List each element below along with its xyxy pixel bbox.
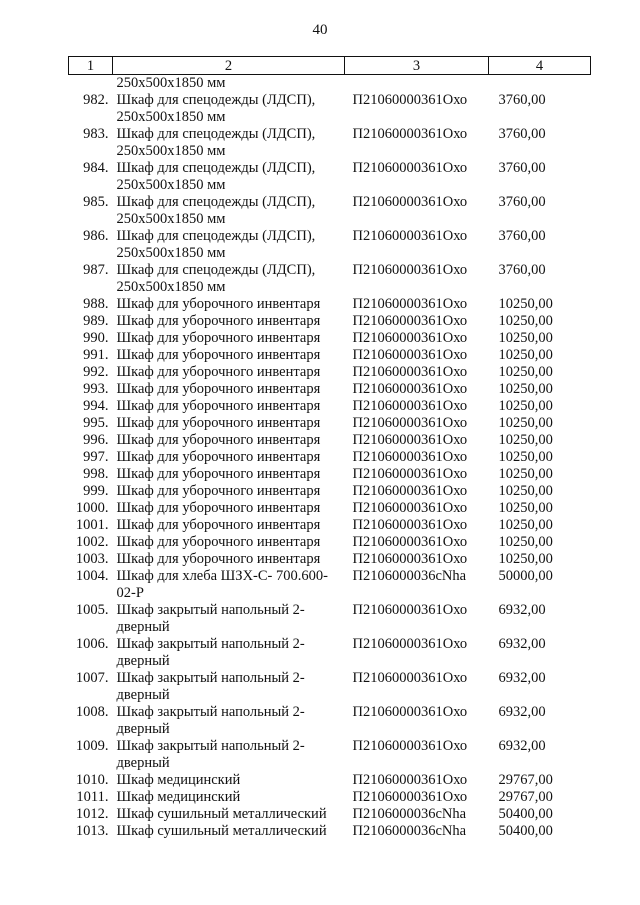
item-code: П2106000036сNha — [352, 568, 467, 584]
row-number: 1007. — [75, 670, 109, 686]
table-body — [69, 75, 591, 841]
table-row — [69, 262, 591, 296]
row-number: 1008. — [75, 704, 109, 720]
item-code: П21060000361Охо — [352, 398, 468, 414]
item-code: П21060000361Охо — [352, 381, 468, 397]
table-row — [69, 347, 591, 364]
item-name: Шкаф для уборочного инвентаря — [116, 517, 321, 533]
item-name: Шкаф для уборочного инвентаря — [116, 381, 321, 397]
item-price: 3760,00 — [498, 92, 546, 108]
table-header — [69, 57, 591, 75]
table-row — [69, 483, 591, 500]
item-price: 10250,00 — [498, 347, 553, 363]
item-price: 10250,00 — [498, 517, 553, 533]
item-name: Шкаф для уборочного инвентаря — [116, 364, 321, 380]
item-price: 10250,00 — [498, 551, 553, 567]
item-name: Шкаф для уборочного инвентаря — [116, 534, 321, 550]
table-row — [69, 160, 591, 194]
table-row — [69, 568, 591, 602]
item-code: П21060000361Охо — [352, 517, 468, 533]
item-code: П21060000361Охо — [352, 466, 468, 482]
item-price: 3760,00 — [498, 228, 546, 244]
row-number: 996. — [83, 432, 109, 448]
item-name: Шкаф для уборочного инвентаря — [116, 551, 321, 567]
item-name: Шкаф для уборочного инвентаря — [116, 330, 321, 346]
item-code: П21060000361Охо — [352, 789, 468, 805]
header-col-1: 1 — [69, 57, 113, 75]
table-row — [69, 432, 591, 449]
table-row — [69, 398, 591, 415]
row-number: 993. — [83, 381, 109, 397]
table-row — [69, 381, 591, 398]
item-price: 10250,00 — [498, 415, 553, 431]
table-row — [69, 670, 591, 704]
item-name: Шкаф для уборочного инвентаря — [116, 466, 321, 482]
row-number: 1004. — [75, 568, 109, 584]
item-price: 6932,00 — [498, 636, 546, 652]
row-number: 997. — [83, 449, 109, 465]
item-price: 6932,00 — [498, 738, 546, 754]
item-price: 10250,00 — [498, 398, 553, 414]
item-name: Шкаф сушильный металлический — [116, 806, 327, 822]
item-name: Шкаф для уборочного инвентаря — [116, 398, 321, 414]
item-code: П21060000361Охо — [352, 228, 468, 244]
item-code: П21060000361Охо — [352, 636, 468, 652]
row-number: 989. — [83, 313, 109, 329]
header-col-2: 2 — [113, 57, 345, 75]
table-row — [69, 534, 591, 551]
row-number: 991. — [83, 347, 109, 363]
item-price: 10250,00 — [498, 483, 553, 499]
item-code: П21060000361Охо — [352, 483, 468, 499]
row-number: 1010. — [75, 772, 109, 788]
table-row — [69, 500, 591, 517]
item-price: 3760,00 — [498, 126, 546, 142]
header-row — [69, 57, 591, 75]
item-code: П21060000361Охо — [352, 432, 468, 448]
item-name: Шкаф для хлеба ШЗХ-С- 700.600-02-Р — [116, 568, 328, 601]
page-number: 40 — [312, 22, 328, 38]
item-price — [489, 75, 591, 93]
table-row — [69, 92, 591, 126]
inventory-table — [68, 56, 591, 840]
table-row — [69, 704, 591, 738]
item-name: Шкаф для спецодежды (ЛДСП), 250х500х1850 мм — [116, 92, 316, 125]
table-row — [69, 126, 591, 160]
header-col-3: 3 — [345, 57, 489, 75]
item-code: П21060000361Охо — [352, 534, 468, 550]
item-name: Шкаф для спецодежды (ЛДСП), 250х500х1850 мм — [116, 262, 316, 295]
item-code — [345, 75, 489, 93]
item-price: 6932,00 — [498, 602, 546, 618]
item-name: Шкаф для спецодежды (ЛДСП), 250х500х1850 мм — [116, 160, 316, 193]
item-price: 10250,00 — [498, 432, 553, 448]
item-name: Шкаф медицинский — [116, 772, 241, 788]
table-row — [69, 330, 591, 347]
row-number: 1005. — [75, 602, 109, 618]
item-code: П21060000361Охо — [352, 262, 468, 278]
item-name: Шкаф закрытый напольный 2-дверный — [116, 738, 305, 771]
item-name: Шкаф закрытый напольный 2-дверный — [116, 670, 305, 703]
row-number: 982. — [83, 92, 109, 108]
row-number: 986. — [83, 228, 109, 244]
item-code: П21060000361Охо — [352, 772, 468, 788]
row-number: 1013. — [75, 823, 109, 839]
item-price: 6932,00 — [498, 670, 546, 686]
item-price: 10250,00 — [498, 364, 553, 380]
table-row — [69, 772, 591, 789]
row-number: 1011. — [76, 789, 109, 805]
item-code: П21060000361Охо — [352, 704, 468, 720]
table-row — [69, 551, 591, 568]
item-price: 29767,00 — [498, 789, 553, 805]
row-number — [69, 75, 113, 93]
item-price: 50000,00 — [498, 568, 553, 584]
table-row — [69, 364, 591, 381]
row-number: 1012. — [75, 806, 109, 822]
item-code: П21060000361Охо — [352, 296, 468, 312]
table-row — [69, 789, 591, 806]
item-name: Шкаф для уборочного инвентаря — [116, 415, 321, 431]
item-name: Шкаф для уборочного инвентаря — [116, 347, 321, 363]
row-number: 1000. — [75, 500, 109, 516]
item-code: П21060000361Охо — [352, 602, 468, 618]
item-code: П21060000361Охо — [352, 126, 468, 142]
table-row — [69, 806, 591, 823]
item-name: Шкаф сушильный металлический — [116, 823, 327, 839]
item-code: П21060000361Охо — [352, 551, 468, 567]
item-price: 3760,00 — [498, 160, 546, 176]
table-row — [69, 823, 591, 840]
table-row — [69, 228, 591, 262]
row-number: 987. — [83, 262, 109, 278]
item-name: Шкаф закрытый напольный 2-дверный — [116, 636, 305, 669]
item-price: 10250,00 — [498, 534, 553, 550]
table-row — [69, 296, 591, 313]
row-number: 984. — [83, 160, 109, 176]
item-code: П21060000361Охо — [352, 330, 468, 346]
row-number: 985. — [83, 194, 109, 210]
table-row — [69, 75, 591, 93]
row-number: 990. — [83, 330, 109, 346]
item-price: 10250,00 — [498, 381, 553, 397]
item-price: 10250,00 — [498, 296, 553, 312]
item-code: П21060000361Охо — [352, 364, 468, 380]
row-number: 1002. — [75, 534, 109, 550]
row-number: 992. — [83, 364, 109, 380]
item-code: П21060000361Охо — [352, 500, 468, 516]
item-price: 50400,00 — [498, 823, 553, 839]
row-number: 983. — [83, 126, 109, 142]
item-name: Шкаф для уборочного инвентаря — [116, 296, 321, 312]
item-code: П21060000361Охо — [352, 347, 468, 363]
item-code: П21060000361Охо — [352, 670, 468, 686]
row-number: 1001. — [75, 517, 109, 533]
table-row — [69, 636, 591, 670]
item-price: 50400,00 — [498, 806, 553, 822]
item-name: Шкаф для уборочного инвентаря — [116, 432, 321, 448]
row-number: 1006. — [75, 636, 109, 652]
item-name: Шкаф медицинский — [116, 789, 241, 805]
table-row — [69, 313, 591, 330]
item-price: 3760,00 — [498, 262, 546, 278]
item-price: 29767,00 — [498, 772, 553, 788]
table-row — [69, 517, 591, 534]
item-price: 10250,00 — [498, 313, 553, 329]
item-code: П21060000361Охо — [352, 194, 468, 210]
item-price: 3760,00 — [498, 194, 546, 210]
table-row — [69, 466, 591, 483]
item-code: П21060000361Охо — [352, 449, 468, 465]
item-name: Шкаф для уборочного инвентаря — [116, 449, 321, 465]
item-code: П21060000361Охо — [352, 160, 468, 176]
item-name: Шкаф для спецодежды (ЛДСП), 250х500х1850 мм — [116, 228, 316, 261]
table-row — [69, 738, 591, 772]
item-code: П21060000361Охо — [352, 415, 468, 431]
item-name: Шкаф закрытый напольный 2-дверный — [116, 602, 305, 635]
table-row — [69, 449, 591, 466]
row-number: 995. — [83, 415, 109, 431]
item-code: П2106000036сNha — [352, 806, 467, 822]
item-price: 10250,00 — [498, 330, 553, 346]
item-name: Шкаф для уборочного инвентаря — [116, 483, 321, 499]
item-name: Шкаф для спецодежды (ЛДСП), 250х500х1850 мм — [116, 194, 316, 227]
item-name: Шкаф для уборочного инвентаря — [116, 500, 321, 516]
item-price: 10250,00 — [498, 500, 553, 516]
row-number: 1009. — [75, 738, 109, 754]
header-col-4: 4 — [489, 57, 591, 75]
item-code: П21060000361Охо — [352, 92, 468, 108]
row-number: 988. — [83, 296, 109, 312]
item-code: П21060000361Охо — [352, 738, 468, 754]
item-price: 10250,00 — [498, 449, 553, 465]
table-row — [69, 415, 591, 432]
item-name: Шкаф закрытый напольный 2-дверный — [116, 704, 305, 737]
item-name: Шкаф для уборочного инвентаря — [116, 313, 321, 329]
item-price: 6932,00 — [498, 704, 546, 720]
item-price: 10250,00 — [498, 466, 553, 482]
item-code: П2106000036сNha — [352, 823, 467, 839]
table-row — [69, 194, 591, 228]
table-row — [69, 602, 591, 636]
item-name: 250х500х1850 мм — [116, 75, 226, 91]
row-number: 998. — [83, 466, 109, 482]
item-name: Шкаф для спецодежды (ЛДСП), 250х500х1850 мм — [116, 126, 316, 159]
row-number: 999. — [83, 483, 109, 499]
item-code: П21060000361Охо — [352, 313, 468, 329]
row-number: 1003. — [75, 551, 109, 567]
row-number: 994. — [83, 398, 109, 414]
